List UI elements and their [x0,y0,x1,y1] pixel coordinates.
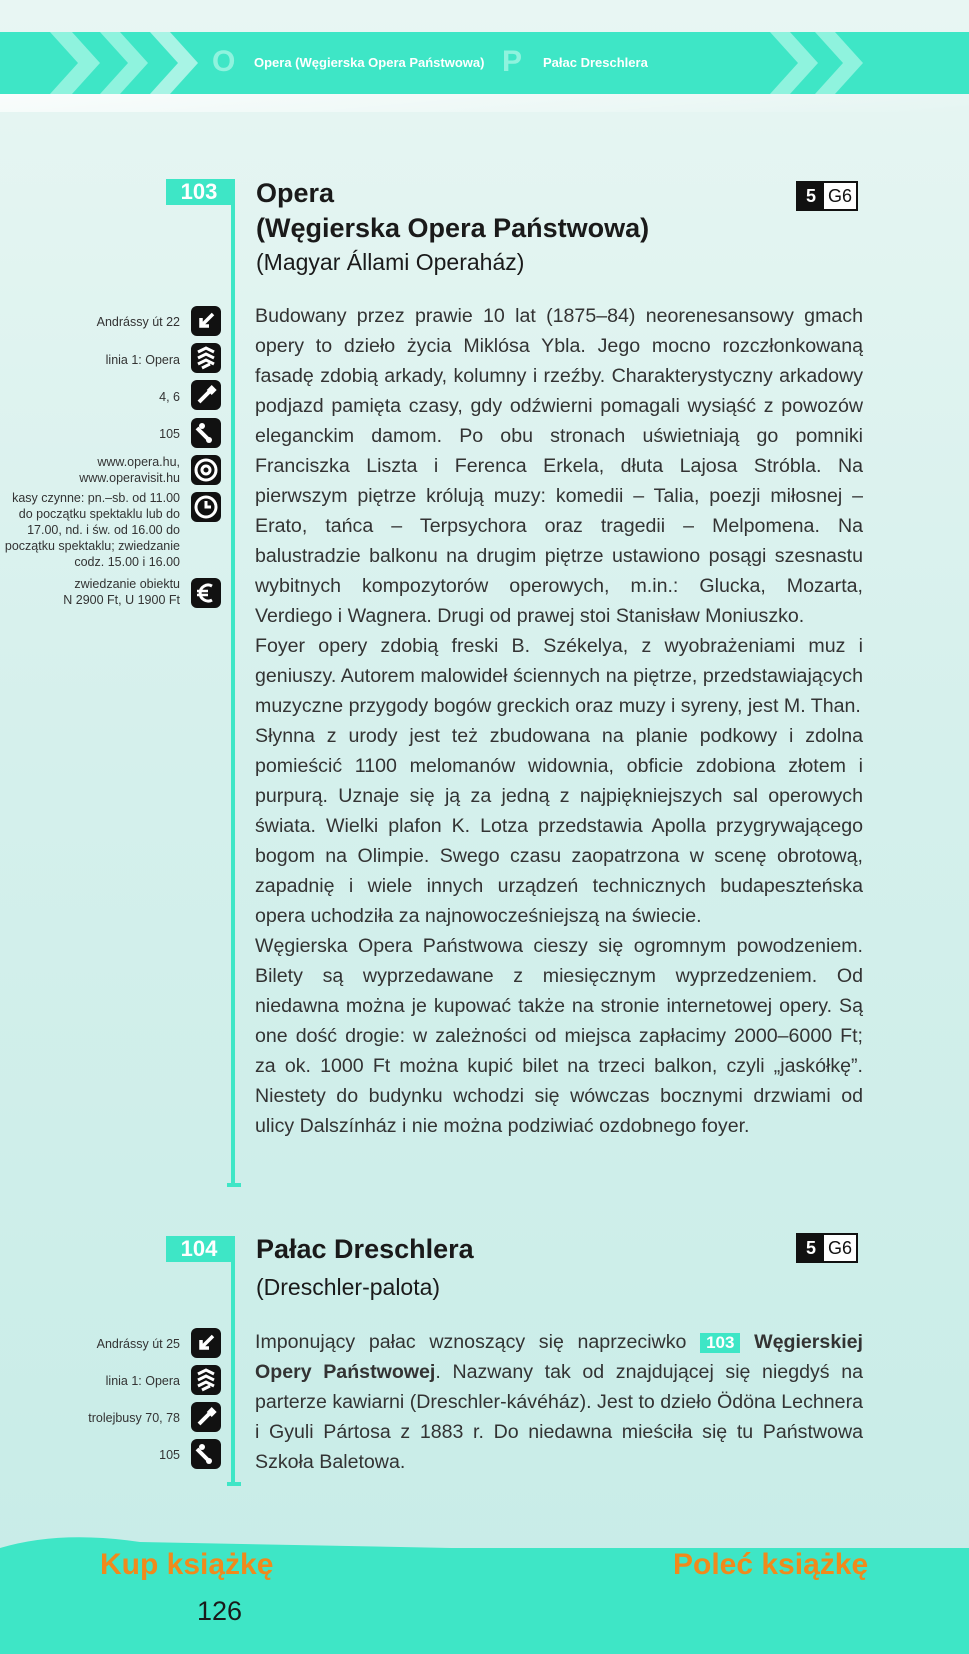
trolleybus-icon [191,1402,221,1432]
map-number: 5 [798,183,824,209]
info-trolley: trolejbusy 70, 78 [88,1411,180,1425]
web-at-icon [191,455,221,485]
address-arrow-icon [191,306,221,336]
header-section-o[interactable]: Opera (Węgierska Opera Państwowa) [254,55,485,70]
info-metro: linia 1: Opera [105,1374,180,1388]
info-bus: 105 [159,1448,180,1462]
entry-103-title-line1: Opera [256,178,335,208]
paragraph: Słynna z urody jest też zbudowana na planie podkowy i zdolna pomieścić 1100 melomanów widownia, obficie zdobiona złotem i purpurą. Uznaje się ją za jedną z najpiękniejszych sal operowych świata. Wielki plafon K. Lotza przedstawia Apolla przygrywającego bogom na Olimpie. Swego czasu zaopatrzona w scenę obrotową, zapadnię i wiele innych urządzeń technicznych budapeszteńska opera uchodziła za najnowocześniejszą na świecie. [255,725,863,927]
info-address: Andrássy út 25 [96,1337,180,1351]
header-chevrons [0,32,969,94]
entry-103-timeline [231,179,235,1185]
text-before: Imponujący pałac wznoszący się naprzeciwko [255,1331,687,1353]
ref-name[interactable]: Węgierskiej Opery Państwowej [255,1331,863,1383]
entry-number-104: 104 [166,1236,232,1262]
euro-icon [191,578,221,608]
entry-104-timeline [231,1236,235,1484]
text-after: . Nazwany tak od znajdującej się niegdyś na parterze kawiarni (Dreschler-kávéház). Jest to dzieło Ödöna Lechnera i Gyuli Pártosa z 1883 r. Do niedawna mieściła się tu Państwowa Szkoła Baletowa. [255,1361,863,1473]
clock-icon [191,492,221,522]
header-letter-p: P [502,45,523,78]
info-price1: zwiedzanie obiektu [74,577,180,591]
bus-icon [191,418,221,448]
paragraph [255,1327,863,1477]
entry-104-title: Pałac Dreschlera [256,1234,474,1264]
paragraph: Węgierska Opera Państwowa cieszy się ogromnym powodzeniem. Bilety są wyprzedawane z miesięcznym wyprzedzeniem. Od niedawna można je kupować także na stronie internetowej opery. Są one dość drogie: w zależności od miejsca zapłacimy 2000–6000 Ft; za ok. 1000 Ft można kupić bilet na trzeci balkon, czyli „jaskółkę”. Niestety do budynku wchodzi się wówczas bocznymi drzwiami od ulicy Dalszínház i nie można podziwiać ozdobnego foyer. [255,935,863,1137]
header-letter-o: O [212,45,236,78]
paragraph: Foyer opery zdobią freski B. Székelya, z wyobrażeniami muz i geniuszy. Autorem malowideł ściennych na piętrze, przedstawiających muzyczne przygody bogów greckich oraz muzy i syreny, jest M. Than. [255,635,863,717]
entry-103-subtitle: (Magyar Állami Operaház) [256,249,525,275]
info-tram: 4, 6 [159,390,180,404]
map-cell: G6 [824,1235,856,1261]
entry-104-body [255,1327,863,1477]
ref-badge-103[interactable]: 103 [700,1333,740,1353]
info-price2: N 2900 Ft, U 1900 Ft [63,593,180,607]
entry-103-timeline-cap [227,1183,241,1187]
metro-icon [191,343,221,373]
entry-104-map-grid[interactable] [796,1233,858,1263]
info-bus: 105 [159,427,180,441]
entry-104-subtitle: (Dreschler-palota) [256,1274,441,1300]
map-number: 5 [798,1235,824,1261]
tram-icon [191,380,221,410]
info-hours4: początku spektaklu; zwiedzanie [4,539,180,553]
info-hours2: do początku spektaklu lub do [18,507,180,521]
info-web2[interactable]: www.operavisit.hu [79,471,180,485]
buy-book-link[interactable]: Kup książkę [100,1548,274,1581]
entry-103-title-line2: (Węgierska Opera Państwowa) [256,213,650,243]
entry-104-timeline-cap [227,1482,241,1486]
metro-icon [191,1365,221,1395]
entry-103-body [255,301,863,1141]
paragraph: Budowany przez prawie 10 lat (1875–84) neorenesansowy gmach opery to dzieło życia Miklósa Ybla. Jego mocno rozczłonkowaną fasadę zdobią arkady, kolumny i rzeźby. Charakterystyczny arkadowy podjazd pamięta czasy, gdy odźwierni pomagali wysiąść z powozów eleganckim damom. Po obu stronach uświetniają go pomniki Franciszka Liszta i Ferenca Erkela, dłuta Lajosa Stróbla. Na pierwszym piętrze królują muzy: komedii – Talia, poezji miłosnej – Erato, tańca – Terpsychora oraz tragedii – Melpomena. Na balustradzie balkonu na drugim piętrze ustawiono posągi szesnastu wybitnych kompozytorów operowych, m.in.: Glucka, Mozarta, Verdiego i Wagnera. Drugi od prawej stoi Stanisław Moniuszko. [255,305,863,627]
address-arrow-icon [191,1328,221,1358]
info-hours5: codz. 15.00 i 16.00 [74,555,180,569]
info-address: Andrássy út 22 [96,315,180,329]
info-hours1: kasy czynne: pn.–sb. od 11.00 [12,491,180,505]
entry-number-103: 103 [166,179,232,205]
header-stripe [0,94,969,112]
page-number: 126 [197,1596,243,1626]
info-web1[interactable]: www.opera.hu, [97,455,180,469]
header-section-p[interactable]: Pałac Dreschlera [543,55,648,70]
bus-icon [191,1439,221,1469]
map-cell: G6 [824,183,856,209]
info-hours3: 17.00, nd. i św. od 16.00 do [27,523,180,537]
recommend-book-link[interactable]: Poleć książkę [673,1548,869,1581]
entry-103-map-grid[interactable] [796,181,858,211]
info-metro: linia 1: Opera [105,353,180,367]
